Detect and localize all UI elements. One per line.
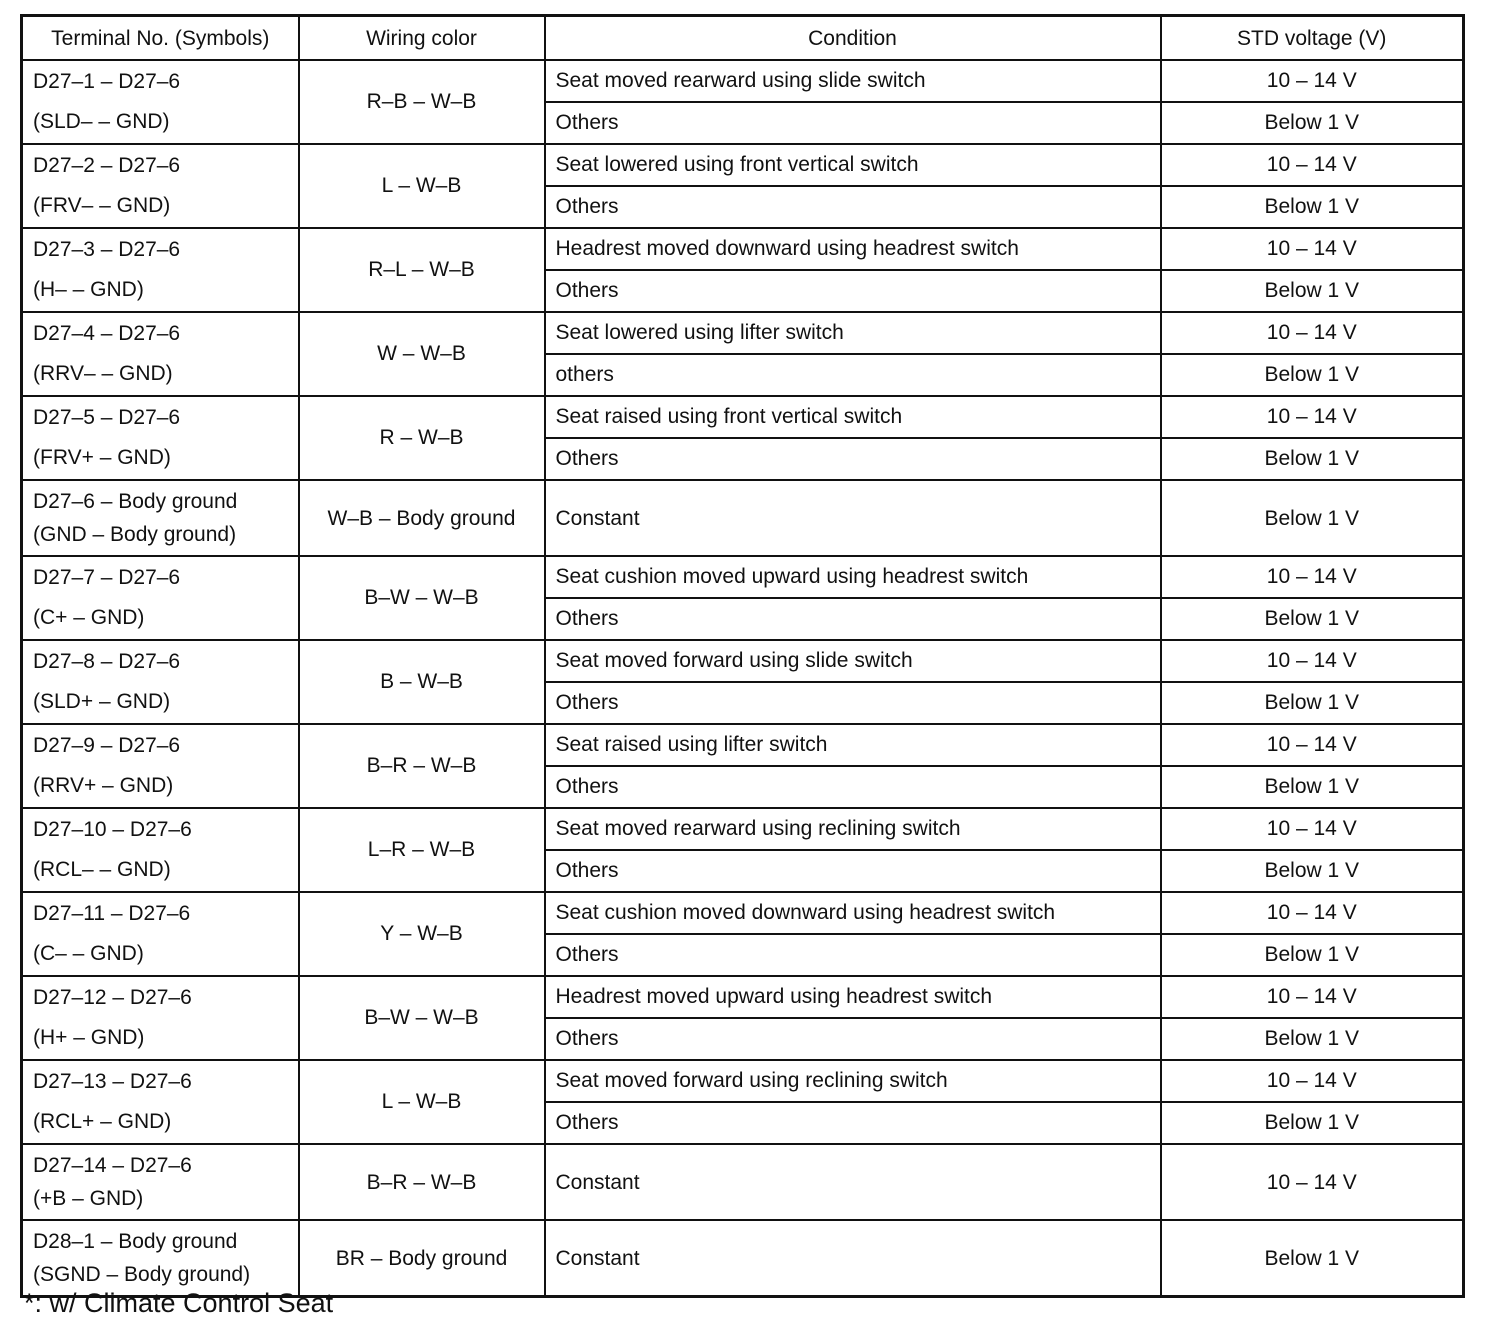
terminal-number: D27–1 – D27–6 xyxy=(33,70,181,93)
header-condition: Condition xyxy=(545,16,1161,61)
terminal-symbol: (SLD– – GND) xyxy=(33,110,170,133)
terminal-number: D28–1 – Body ground xyxy=(33,1230,238,1253)
footnote: *: w/ Climate Control Seat xyxy=(24,1288,334,1318)
std-voltage-cell: Below 1 V xyxy=(1161,354,1464,396)
terminal-cell xyxy=(22,480,299,556)
terminal-number: D27–3 – D27–6 xyxy=(33,238,181,261)
wiring-color-cell: BR – Body ground xyxy=(299,1220,545,1297)
terminal-symbol: (SLD+ – GND) xyxy=(33,690,171,713)
terminal-cell xyxy=(22,556,299,640)
terminal-cell xyxy=(22,60,299,144)
std-voltage-cell: Below 1 V xyxy=(1161,1018,1464,1060)
terminal-cell xyxy=(22,724,299,808)
std-voltage-cell: 10 – 14 V xyxy=(1161,1144,1464,1220)
condition-cell: Others xyxy=(545,438,1161,480)
std-voltage-cell: Below 1 V xyxy=(1161,682,1464,724)
condition-cell: Seat cushion moved upward using headrest switch xyxy=(545,556,1161,598)
condition-cell: Others xyxy=(545,850,1161,892)
terminal-cell xyxy=(22,1060,299,1144)
terminal-symbol: (RRV+ – GND) xyxy=(33,774,174,797)
terminal-symbol: (SGND – Body ground) xyxy=(33,1263,251,1286)
std-voltage-cell: Below 1 V xyxy=(1161,850,1464,892)
condition-cell: Seat raised using lifter switch xyxy=(545,724,1161,766)
terminal-symbol: (RRV– – GND) xyxy=(33,362,173,385)
condition-cell: Seat moved forward using slide switch xyxy=(545,640,1161,682)
wiring-color-cell: B–R – W–B xyxy=(299,724,545,808)
condition-cell: Seat cushion moved downward using headrest switch xyxy=(545,892,1161,934)
wiring-color-cell: R – W–B xyxy=(299,396,545,480)
terminal-voltage-sheet xyxy=(20,14,1465,1298)
condition-cell: Headrest moved downward using headrest switch xyxy=(545,228,1161,270)
std-voltage-cell: 10 – 14 V xyxy=(1161,556,1464,598)
wiring-color-cell: R–L – W–B xyxy=(299,228,545,312)
std-voltage-cell: 10 – 14 V xyxy=(1161,976,1464,1018)
std-voltage-cell: Below 1 V xyxy=(1161,438,1464,480)
std-voltage-cell: 10 – 14 V xyxy=(1161,724,1464,766)
table-row xyxy=(22,228,1464,270)
std-voltage-cell: 10 – 14 V xyxy=(1161,60,1464,102)
table-row xyxy=(22,976,1464,1018)
condition-cell: Constant xyxy=(545,1144,1161,1220)
terminal-cell xyxy=(22,144,299,228)
wiring-color-cell: W–B – Body ground xyxy=(299,480,545,556)
condition-cell: Seat lowered using lifter switch xyxy=(545,312,1161,354)
header-terminal: Terminal No. (Symbols) xyxy=(22,16,299,61)
std-voltage-cell: Below 1 V xyxy=(1161,598,1464,640)
std-voltage-cell: 10 – 14 V xyxy=(1161,396,1464,438)
std-voltage-cell: Below 1 V xyxy=(1161,480,1464,556)
condition-cell: Seat lowered using front vertical switch xyxy=(545,144,1161,186)
std-voltage-cell: Below 1 V xyxy=(1161,1102,1464,1144)
std-voltage-cell: Below 1 V xyxy=(1161,270,1464,312)
terminal-number: D27–8 – D27–6 xyxy=(33,650,181,673)
terminal-number: D27–13 – D27–6 xyxy=(33,1070,192,1093)
std-voltage-cell: Below 1 V xyxy=(1161,934,1464,976)
table-row xyxy=(22,312,1464,354)
terminal-symbol: (C+ – GND) xyxy=(33,606,145,629)
condition-cell: Seat moved rearward using reclining switch xyxy=(545,808,1161,850)
terminal-symbol: (FRV– – GND) xyxy=(33,194,171,217)
wiring-color-cell: L – W–B xyxy=(299,144,545,228)
std-voltage-cell: 10 – 14 V xyxy=(1161,808,1464,850)
terminal-number: D27–9 – D27–6 xyxy=(33,734,181,757)
terminal-number: D27–2 – D27–6 xyxy=(33,154,181,177)
condition-cell: Others xyxy=(545,766,1161,808)
table-row xyxy=(22,892,1464,934)
header-std-voltage: STD voltage (V) xyxy=(1161,16,1464,61)
terminal-number: D27–7 – D27–6 xyxy=(33,566,181,589)
std-voltage-cell: 10 – 14 V xyxy=(1161,228,1464,270)
header-wiring-color: Wiring color xyxy=(299,16,545,61)
std-voltage-cell: Below 1 V xyxy=(1161,186,1464,228)
terminal-number: D27–6 – Body ground xyxy=(33,490,238,513)
wiring-color-cell: L – W–B xyxy=(299,1060,545,1144)
std-voltage-cell: 10 – 14 V xyxy=(1161,144,1464,186)
condition-cell: Others xyxy=(545,1102,1161,1144)
wiring-color-cell: B–R – W–B xyxy=(299,1144,545,1220)
terminal-cell xyxy=(22,892,299,976)
wiring-color-cell: B – W–B xyxy=(299,640,545,724)
terminal-symbol: (H+ – GND) xyxy=(33,1026,145,1049)
terminal-cell xyxy=(22,808,299,892)
table-row xyxy=(22,60,1464,102)
wiring-color-cell: W – W–B xyxy=(299,312,545,396)
table-header-row xyxy=(22,16,1464,61)
table-row xyxy=(22,144,1464,186)
condition-cell: Constant xyxy=(545,1220,1161,1297)
terminal-symbol: (FRV+ – GND) xyxy=(33,446,171,469)
terminal-symbol: (GND – Body ground) xyxy=(33,523,237,546)
table-row xyxy=(22,1060,1464,1102)
terminal-cell xyxy=(22,976,299,1060)
std-voltage-cell: Below 1 V xyxy=(1161,766,1464,808)
terminal-cell xyxy=(22,228,299,312)
std-voltage-cell: 10 – 14 V xyxy=(1161,1060,1464,1102)
table-row xyxy=(22,724,1464,766)
table-row xyxy=(22,396,1464,438)
terminal-symbol: (RCL– – GND) xyxy=(33,858,171,881)
table-row xyxy=(22,808,1464,850)
condition-cell: Others xyxy=(545,934,1161,976)
terminal-symbol: (H– – GND) xyxy=(33,278,144,301)
wiring-color-cell: B–W – W–B xyxy=(299,976,545,1060)
table-row xyxy=(22,556,1464,598)
terminal-cell xyxy=(22,396,299,480)
terminal-cell xyxy=(22,1144,299,1220)
std-voltage-cell: 10 – 14 V xyxy=(1161,892,1464,934)
terminal-number: D27–11 – D27–6 xyxy=(33,902,191,925)
std-voltage-cell: 10 – 14 V xyxy=(1161,312,1464,354)
std-voltage-cell: Below 1 V xyxy=(1161,1220,1464,1297)
condition-cell: Others xyxy=(545,1018,1161,1060)
terminal-number: D27–10 – D27–6 xyxy=(33,818,192,841)
condition-cell: Constant xyxy=(545,480,1161,556)
table-row xyxy=(22,640,1464,682)
table-body xyxy=(22,60,1464,1297)
wiring-color-cell: R–B – W–B xyxy=(299,60,545,144)
terminal-cell xyxy=(22,640,299,724)
wiring-color-cell: Y – W–B xyxy=(299,892,545,976)
terminal-number: D27–5 – D27–6 xyxy=(33,406,181,429)
condition-cell: Others xyxy=(545,186,1161,228)
condition-cell: Seat moved forward using reclining switch xyxy=(545,1060,1161,1102)
condition-cell: Others xyxy=(545,270,1161,312)
terminal-cell xyxy=(22,312,299,396)
condition-cell: others xyxy=(545,354,1161,396)
wiring-color-cell: B–W – W–B xyxy=(299,556,545,640)
terminal-symbol: (RCL+ – GND) xyxy=(33,1110,172,1133)
condition-cell: Seat moved rearward using slide switch xyxy=(545,60,1161,102)
terminal-voltage-table xyxy=(20,14,1465,1298)
terminal-symbol: (C– – GND) xyxy=(33,942,144,965)
wiring-color-cell: L–R – W–B xyxy=(299,808,545,892)
condition-cell: Seat raised using front vertical switch xyxy=(545,396,1161,438)
table-row xyxy=(22,1220,1464,1297)
terminal-number: D27–4 – D27–6 xyxy=(33,322,181,345)
terminal-symbol: (+B – GND) xyxy=(33,1187,144,1210)
table-row xyxy=(22,1144,1464,1220)
condition-cell: Others xyxy=(545,598,1161,640)
std-voltage-cell: Below 1 V xyxy=(1161,102,1464,144)
condition-cell: Headrest moved upward using headrest switch xyxy=(545,976,1161,1018)
terminal-number: D27–14 – D27–6 xyxy=(33,1154,192,1177)
condition-cell: Others xyxy=(545,102,1161,144)
condition-cell: Others xyxy=(545,682,1161,724)
terminal-number: D27–12 – D27–6 xyxy=(33,986,192,1009)
terminal-cell xyxy=(22,1220,299,1297)
table-row xyxy=(22,480,1464,556)
std-voltage-cell: 10 – 14 V xyxy=(1161,640,1464,682)
